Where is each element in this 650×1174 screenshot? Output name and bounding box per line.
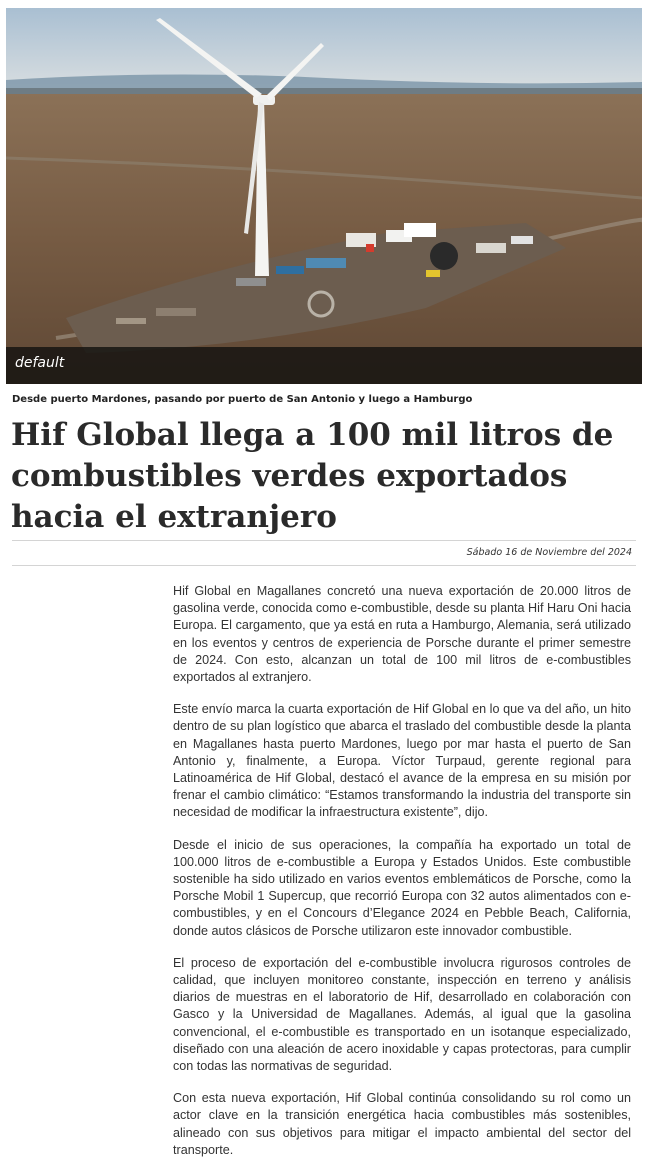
article-paragraph: Este envío marca la cuarta exportación de Hif Global en lo que va del año, un hito dentro de su plan logístico que abarca el traslado del combustible desde la planta en Magallanes hasta puerto Mardones, luego por mar hasta el puerto de San Antonio y, finalmente, a Europa. Víctor Turpaud, gerente regional para Latinoamérica de Hif Global, destacó el avance de la empresa en su misión por frenar el cambio climático: “Estamos transformando la industria del transporte sin necesidad de modificar la infraestructura existente”, dijo. xyxy=(173,702,631,820)
divider-bottom xyxy=(12,565,636,566)
article-kicker: Desde puerto Mardones, pasando por puerto de San Antonio y luego a Hamburgo xyxy=(12,394,473,405)
hero-image xyxy=(6,8,642,384)
hero-photo xyxy=(6,8,642,384)
caption-bar xyxy=(6,347,642,384)
divider-top xyxy=(12,540,636,541)
image-caption: default xyxy=(15,355,65,371)
article-paragraph: El proceso de exportación del e-combustible involucra rigurosos controles de calidad, que incluyen monitoreo constante, inspección en terreno y análisis diarios de muestras en el laboratorio de Hif, desarrollado en colaboración con Gasco y la Universidad de Magallanes. Además, al igual que la gasolina convencional, el e-combustible es transportado en un isotanque especializado, diseñado con una aleación de acero inoxidable y capas protectoras, para cumplir con todas las normativas de seguridad. xyxy=(173,955,631,1074)
publish-date: Sábado 16 de Noviembre del 2024 xyxy=(466,547,632,558)
article-headline: Hif Global llega a 100 mil litros de combustibles verdes exportados hacia el extranjero xyxy=(11,417,614,535)
article-body xyxy=(173,583,631,1174)
article-paragraph: Desde el inicio de sus operaciones, la compañía ha exportado un total de 100.000 litros de e-combustible a Europa y Estados Unidos. Este combustible sostenible ha sido utilizado en varios eventos emblemáticos de Porsche, como la Porsche Mobil 1 Supercup, que recorrió Europa con 32 autos alimentados con e-combustibles, y en el Concours d’Elegance 2024 en Pebble Beach, California, donde autos clásicos de Porsche utilizaron este innovador combustible. xyxy=(173,837,631,938)
article-paragraph: Hif Global en Magallanes concretó una nueva exportación de 20.000 litros de gasolina verde, conocida como e-combustible, desde su planta Hif Haru Oni hacia Europa. El cargamento, que ya está en ruta a Hamburgo, Alemania, será utilizado en los eventos y centros de experiencia de Porsche durante el primer semestre de 2024. Con esto, alcanzan un total de 100 mil litros de e-combustibles exportados al extranjero. xyxy=(173,584,631,685)
article-paragraph: Con esta nueva exportación, Hif Global continúa consolidando su rol como un actor clave en la transición energética hacia combustibles más sostenibles, alineado con sus objetivos para mitigar el impacto ambiental del sector del transporte. xyxy=(173,1091,631,1157)
